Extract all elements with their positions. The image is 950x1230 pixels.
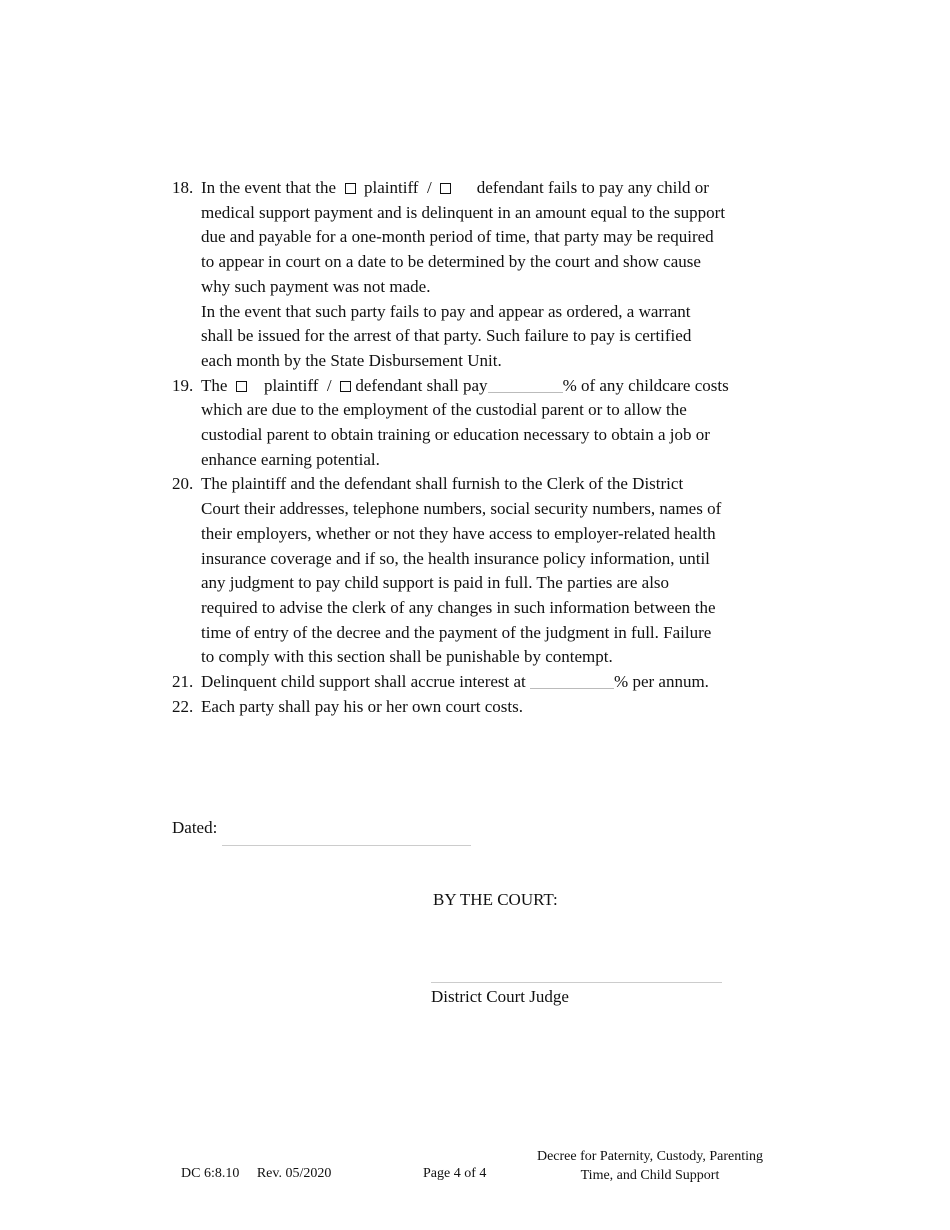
term-22: [172, 695, 782, 720]
term-line: Court their addresses, telephone numbers, social security numbers, names of: [201, 499, 722, 519]
term-line: due and payable for a one-month period of time, that party may be required: [201, 227, 714, 247]
plaintiff-label: plaintiff: [263, 375, 319, 395]
separator: /: [326, 375, 332, 395]
term-line: medical support payment and is delinquent in an amount equal to the support: [201, 202, 726, 222]
interest-rate-field[interactable]: [530, 674, 614, 689]
term-20: [172, 472, 782, 670]
term-text: In the event that the: [201, 178, 337, 197]
term-line: which are due to the employment of the custodial parent or to allow the: [201, 400, 687, 420]
term-line: each month by the State Disbursement Unit.: [201, 350, 502, 370]
term-line: The plaintiff and the defendant shall furnish to the Clerk of the District: [201, 474, 684, 494]
term-number: 20.: [172, 474, 194, 494]
term-number: 19.: [172, 375, 194, 395]
term-number: 18.: [172, 178, 194, 197]
term-line: [201, 374, 782, 399]
term-line: [201, 176, 782, 201]
defendant-label: defendant fails to pay any child or: [476, 178, 709, 197]
term-line: insurance coverage and if so, the health insurance policy information, until: [201, 548, 710, 568]
form-number: DC 6:8.10 Rev. 05/2020: [181, 1166, 332, 1181]
term-line: to comply with this section shall be punishable by contempt.: [201, 647, 613, 667]
judge-signature-field[interactable]: [431, 982, 722, 983]
term-line: why such payment was not made.: [201, 276, 431, 296]
footer-title: [510, 1147, 790, 1185]
page-number: Page 4 of 4: [423, 1166, 487, 1181]
term-number: 22.: [172, 696, 194, 716]
plaintiff-checkbox[interactable]: [236, 381, 247, 392]
term-line: any judgment to pay child support is paid in full. The parties are also: [201, 573, 670, 593]
footer-title-line: Decree for Paternity, Custody, Parenting: [536, 1149, 763, 1164]
term-line: custodial parent to obtain training or education necessary to obtain a job or: [201, 425, 710, 445]
dated-label: Dated:: [172, 818, 218, 837]
by-the-court-label: BY THE COURT:: [433, 890, 558, 909]
judge-label: District Court Judge: [431, 987, 569, 1006]
footer-title-line: Time, and Child Support: [580, 1168, 720, 1183]
term-text: Delinquent child support shall accrue interest at: [201, 672, 526, 692]
defendant-checkbox[interactable]: [440, 183, 451, 194]
defendant-checkbox[interactable]: [340, 381, 351, 392]
term-line: to appear in court on a date to be determined by the court and show cause: [201, 252, 701, 272]
term-line: shall be issued for the arrest of that party. Such failure to pay is certified: [201, 326, 692, 346]
date-field[interactable]: [222, 845, 471, 846]
term-21: [172, 670, 782, 695]
term-text: % per annum.: [614, 672, 709, 692]
term-text: % of any childcare costs: [562, 375, 729, 395]
plaintiff-checkbox[interactable]: [345, 183, 356, 194]
term-line: time of entry of the decree and the payment of the judgment in full. Failure: [201, 622, 712, 642]
separator: /: [426, 178, 432, 197]
term-line: [201, 670, 782, 695]
childcare-percent-field[interactable]: [488, 378, 563, 393]
plaintiff-label: plaintiff: [364, 178, 419, 197]
term-line: Each party shall pay his or her own court costs.: [201, 696, 523, 716]
term-number: 21.: [172, 672, 194, 692]
decree-terms: [172, 176, 782, 719]
term-line: In the event that such party fails to pay and appear as ordered, a warrant: [201, 301, 691, 321]
defendant-label: defendant shall pay: [355, 375, 488, 395]
term-text: The: [201, 375, 228, 395]
term-line: their employers, whether or not they have access to employer-related health: [201, 523, 716, 543]
term-18: [172, 176, 782, 374]
term-line: required to advise the clerk of any changes in such information between the: [201, 597, 716, 617]
term-19: [172, 374, 782, 473]
term-line: enhance earning potential.: [201, 449, 380, 469]
